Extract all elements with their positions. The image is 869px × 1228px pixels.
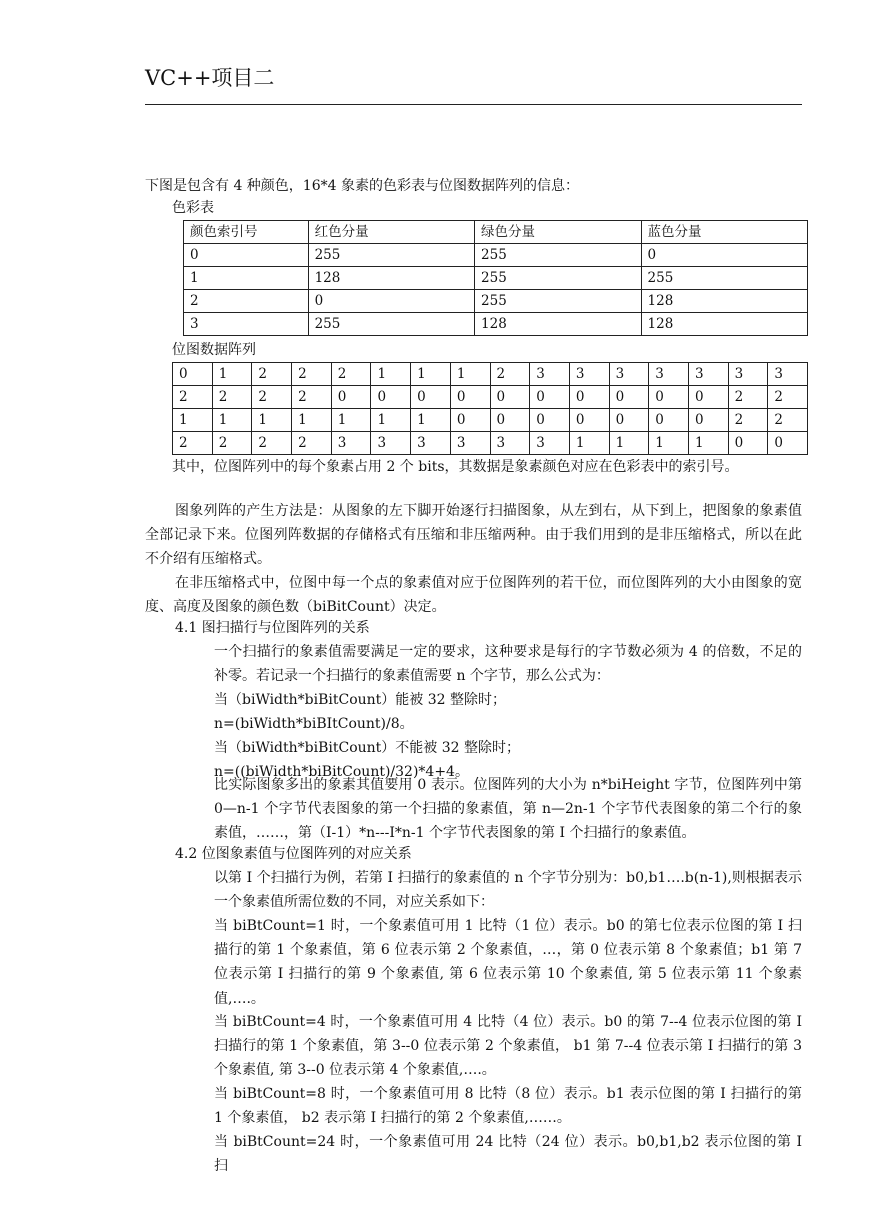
paragraph: 图象列阵的产生方法是：从图象的左下脚开始逐行扫描图象，从左到右，从下到上，把图象的象素值全部记录下来。位图列阵数据的存储格式有压缩和非压缩两种。由于我们用到的是非压缩格式，所以在此不介绍有压缩格式。 [145, 503, 802, 568]
table-row [173, 432, 808, 455]
table-cell: 0 [530, 409, 570, 432]
table-cell: 2 [184, 290, 309, 313]
table-cell: 0 [569, 386, 609, 409]
table-cell: 2 [728, 409, 768, 432]
table-cell: 0 [450, 409, 490, 432]
table-header-cell: 蓝色分量 [641, 221, 807, 244]
table-cell: 1 [212, 363, 252, 386]
table-cell: 1 [331, 409, 371, 432]
table-cell: 1 [411, 409, 451, 432]
table-cell: 2 [173, 386, 213, 409]
table-cell: 2 [173, 432, 213, 455]
table-cell: 0 [641, 244, 807, 267]
paragraph: 当 biBtCount=8 时，一个象素值可用 8 比特（8 位）表示。b1 表示位图的第 I 扫描行的第 1 个象素值， b2 表示第 I 扫描行的第 2 个象素值,……。 [214, 1086, 802, 1127]
table-cell: 1 [411, 363, 451, 386]
table-cell: 255 [308, 313, 474, 336]
table-cell: 0 [331, 386, 371, 409]
table-cell: 1 [609, 432, 649, 455]
table-cell: 2 [728, 386, 768, 409]
table-cell: 1 [688, 432, 728, 455]
table-row [184, 244, 808, 267]
table-cell: 1 [371, 409, 411, 432]
table-row [184, 313, 808, 336]
table-cell: 1 [184, 267, 309, 290]
table-cell: 0 [371, 386, 411, 409]
table-cell: 3 [331, 432, 371, 455]
table-cell: 0 [490, 409, 530, 432]
table-cell: 2 [292, 432, 332, 455]
table-cell: 2 [252, 432, 292, 455]
table-cell: 3 [728, 363, 768, 386]
header-rule [145, 104, 802, 105]
table-cell: 3 [450, 432, 490, 455]
bitmap-table-caption: 位图数据阵列 [172, 342, 256, 358]
table-cell: 1 [252, 409, 292, 432]
note-text: 其中，位图阵列中的每个象素占用 2 个 bits，其数据是象素颜色对应在色彩表中的索引号。 [172, 459, 739, 475]
table-cell: 255 [308, 244, 474, 267]
intro-text: 下图是包含有 4 种颜色，16*4 象素的色彩表与位图数据阵列的信息： [145, 178, 579, 194]
bitmap-table [172, 362, 808, 455]
table-cell: 1 [371, 363, 411, 386]
section-heading: 4.2 位图象素值与位图阵列的对应关系 [175, 846, 412, 862]
table-cell: 0 [649, 386, 689, 409]
table-cell: 3 [688, 363, 728, 386]
table-cell: 3 [490, 432, 530, 455]
table-cell: 255 [475, 267, 641, 290]
table-cell: 3 [609, 363, 649, 386]
table-cell: 0 [411, 386, 451, 409]
table-row [184, 221, 808, 244]
paragraph: 当 biBtCount=4 时，一个象素值可用 4 比特（4 位）表示。b0 的第 7--4 位表示位图的第 I 扫描行的第 1 个象素值，第 3--0 位表示第 2 个象素值， b1 第 7--4 位表示第 I 扫描行的第 3 个象素值, 第 3--0 位表示第 4 个象素值,….。 [214, 1014, 802, 1079]
table-cell: 0 [530, 386, 570, 409]
formula-line: 当（biWidth*biBitCount）能被 32 整除时； [214, 692, 507, 708]
table-cell: 1 [649, 432, 689, 455]
table-cell: 128 [308, 267, 474, 290]
formula-line: n=((biWidth*biBitCount)/32)*4+4。 [214, 764, 469, 780]
table-row [184, 290, 808, 313]
table-cell: 2 [252, 386, 292, 409]
paragraph: 当 biBtCount=24 时，一个象素值可用 24 比特（24 位）表示。b0,b1,b2 表示位图的第 I 扫 [214, 1134, 802, 1175]
paragraph: 当 biBtCount=1 时，一个象素值可用 1 比特（1 位）表示。b0 的第七位表示位图的第 I 扫描行的第 1 个象素值，第 6 位表示第 2 个象素值，…，第 0 位表示第 8 个象素值；b1 第 7 位表示第 I 扫描行的第 9 个象素值, 第 6 位表示第 10 个象素值, 第 5 位表示第 11 个象素值,….。 [214, 918, 802, 1007]
table-cell: 3 [649, 363, 689, 386]
table-cell: 128 [641, 290, 807, 313]
section-heading: 4.1 图扫描行与位图阵列的关系 [175, 620, 370, 636]
table-cell: 2 [768, 386, 808, 409]
table-cell: 2 [292, 386, 332, 409]
table-row [173, 409, 808, 432]
table-cell: 255 [641, 267, 807, 290]
table-cell: 1 [292, 409, 332, 432]
color-table [183, 220, 808, 336]
table-cell: 0 [184, 244, 309, 267]
table-cell: 0 [768, 432, 808, 455]
paragraph: 比实际图象多出的象素其值要用 0 表示。位图阵列的大小为 n*biHeight 字节，位图阵列中第 0—n-1 个字节代表图象的第一个扫描的象素值，第 n—2n-1 个字节代表图象的第二个行的象素值，……，第（I-1）*n---I*n-1 个字节代表图象的第 I 个扫描行的象素值。 [214, 777, 802, 842]
table-cell: 0 [308, 290, 474, 313]
table-cell: 0 [173, 363, 213, 386]
formula-line: 当（biWidth*biBitCount）不能被 32 整除时； [214, 740, 521, 756]
paragraph: 以第 I 个扫描行为例，若第 I 扫描行的象素值的 n 个字节分别为：b0,b1….b(n-1),则根据表示一个象素值所需位数的不同，对应关系如下： [214, 870, 802, 911]
table-cell: 0 [728, 432, 768, 455]
table-cell: 1 [173, 409, 213, 432]
table-cell: 0 [688, 409, 728, 432]
table-cell: 255 [475, 244, 641, 267]
table-header-cell: 颜色索引号 [184, 221, 309, 244]
table-cell: 0 [609, 409, 649, 432]
table-cell: 0 [450, 386, 490, 409]
table-cell: 3 [411, 432, 451, 455]
table-cell: 2 [212, 386, 252, 409]
table-row [184, 267, 808, 290]
table-cell: 1 [212, 409, 252, 432]
table-cell: 0 [569, 409, 609, 432]
table-cell: 3 [768, 363, 808, 386]
table-cell: 128 [641, 313, 807, 336]
table-cell: 0 [609, 386, 649, 409]
table-cell: 2 [768, 409, 808, 432]
table-cell: 0 [490, 386, 530, 409]
table-cell: 0 [649, 409, 689, 432]
table-cell: 3 [184, 313, 309, 336]
table-cell: 2 [252, 363, 292, 386]
table-cell: 3 [530, 363, 570, 386]
table-cell: 2 [331, 363, 371, 386]
table-cell: 0 [688, 386, 728, 409]
table-cell: 3 [569, 363, 609, 386]
table-cell: 1 [569, 432, 609, 455]
table-row [173, 363, 808, 386]
table-cell: 2 [292, 363, 332, 386]
table-cell: 2 [212, 432, 252, 455]
color-table-caption: 色彩表 [172, 200, 214, 216]
table-cell: 1 [450, 363, 490, 386]
table-cell: 255 [475, 290, 641, 313]
paragraph: 在非压缩格式中，位图中每一个点的象素值对应于位图阵列的若干位，而位图阵列的大小由图象的宽度、高度及图象的颜色数（biBitCount）决定。 [145, 575, 802, 616]
table-cell: 3 [371, 432, 411, 455]
table-cell: 3 [530, 432, 570, 455]
table-row [173, 386, 808, 409]
paragraph: 一个扫描行的象素值需要满足一定的要求，这种要求是每行的字节数必须为 4 的倍数，不足的补零。若记录一个扫描行的象素值需要 n 个字节，那么公式为： [214, 644, 802, 685]
table-header-cell: 红色分量 [308, 221, 474, 244]
table-header-cell: 绿色分量 [475, 221, 641, 244]
table-cell: 2 [490, 363, 530, 386]
formula-line: n=(biWidth*biBItCount)/8。 [214, 716, 414, 732]
page-header-title: VC++项目二 [145, 66, 275, 90]
table-cell: 128 [475, 313, 641, 336]
